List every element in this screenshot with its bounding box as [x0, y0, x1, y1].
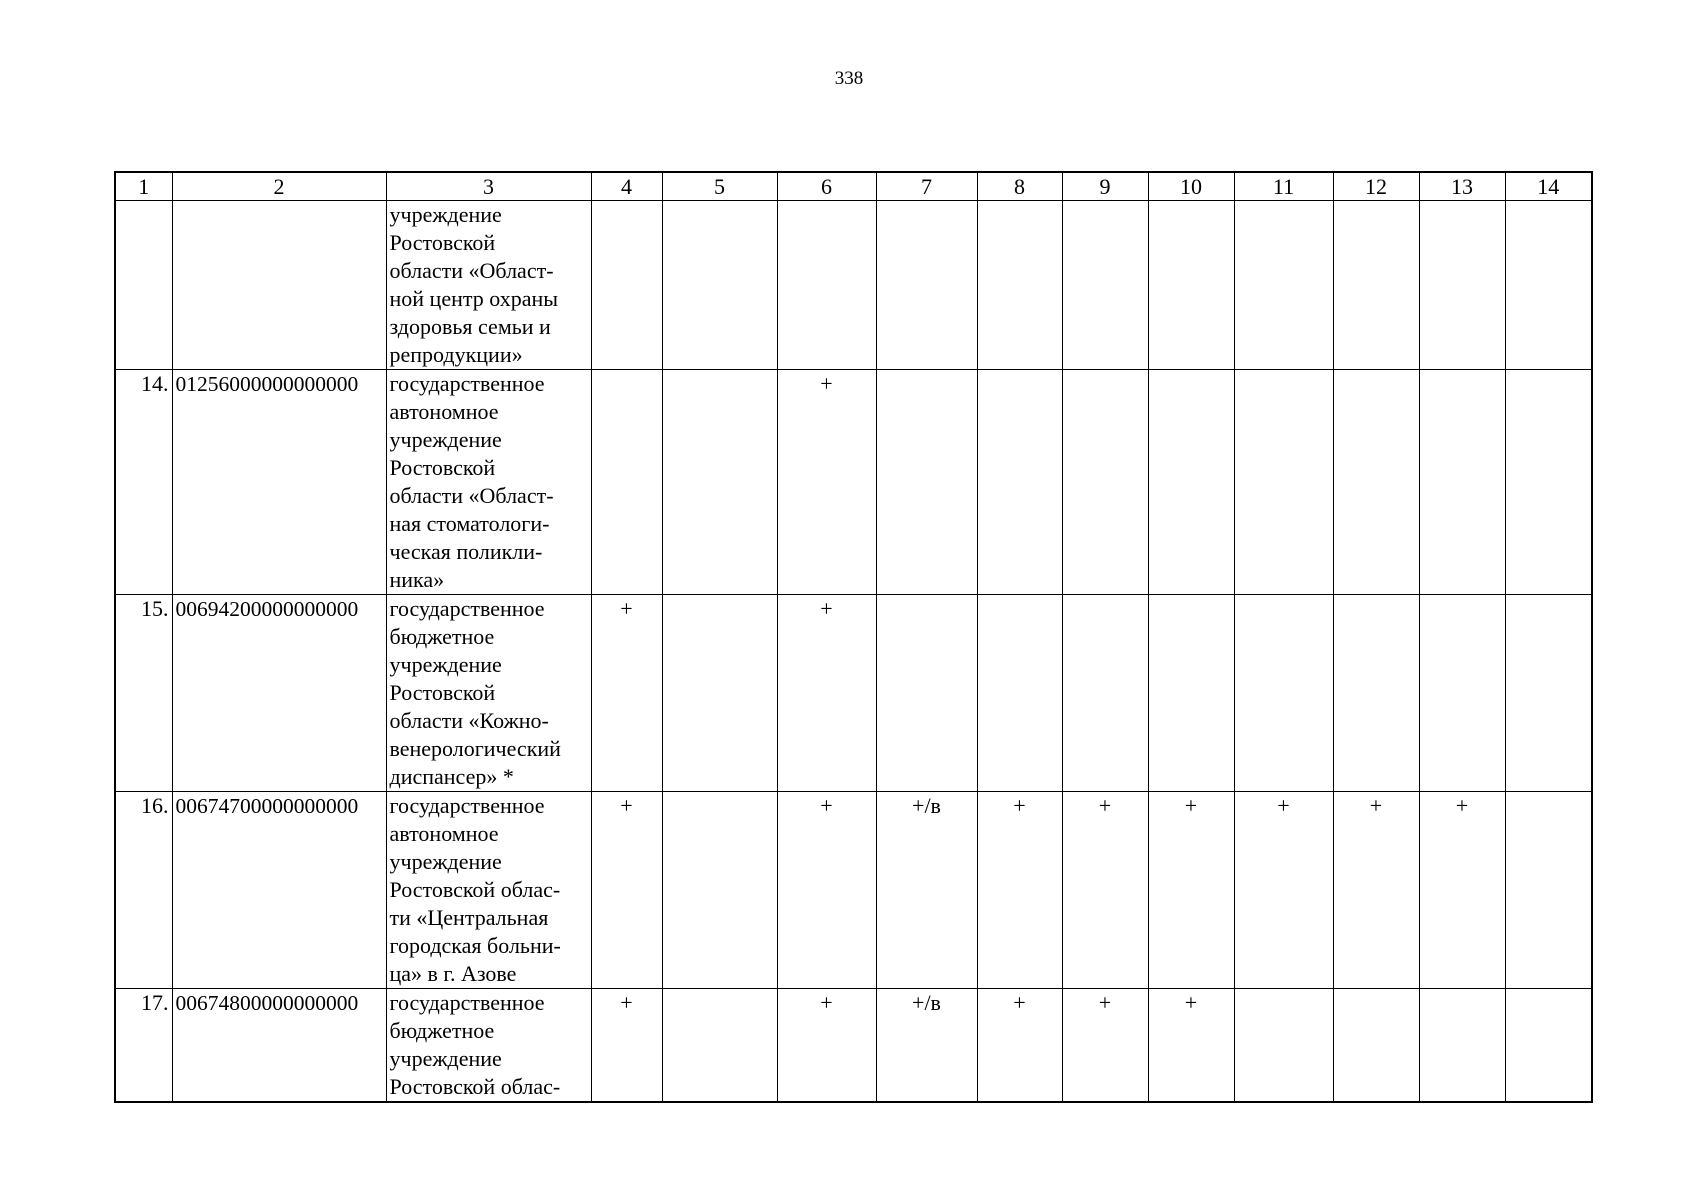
- institution-name-line: государственное: [389, 793, 545, 818]
- mark-cell-col-7: [876, 595, 977, 792]
- mark-cell-col-14: [1505, 792, 1592, 989]
- row-number: 15.: [115, 595, 172, 792]
- institution-name-line: диспансер» *: [389, 764, 514, 789]
- table-row: [115, 201, 1592, 370]
- institution-name-line: автономное: [389, 821, 499, 846]
- column-number: 3: [386, 172, 591, 201]
- mark-cell-col-13: [1419, 370, 1505, 595]
- institution-name-line: учреждение: [389, 849, 502, 874]
- institution-name-line: учреждение: [389, 652, 502, 677]
- institution-name-line: учреждение: [389, 427, 502, 452]
- table-row: [115, 595, 1592, 792]
- institution-name-line: области «Кожно-: [389, 708, 549, 733]
- mark-cell-col-7: [876, 201, 977, 370]
- registry-code: 01256000000000000: [172, 370, 386, 595]
- mark-cell-col-9: [1062, 370, 1148, 595]
- mark-cell-col-11: +: [1234, 792, 1333, 989]
- mark-cell-col-11: [1234, 201, 1333, 370]
- column-number: 12: [1333, 172, 1419, 201]
- mark-cell-col-8: [977, 370, 1062, 595]
- mark-cell-col-7: +/в: [876, 792, 977, 989]
- institution-name-line: здоровья семьи и: [389, 314, 551, 339]
- institution-name-line: государственное: [389, 990, 545, 1015]
- mark-cell-col-6: +: [777, 792, 876, 989]
- mark-cell-col-9: [1062, 201, 1148, 370]
- institution-name-line: Ростовской облас-: [389, 1074, 561, 1099]
- mark-cell-col-13: +: [1419, 792, 1505, 989]
- mark-cell-col-13: [1419, 595, 1505, 792]
- mark-cell-col-6: +: [777, 989, 876, 1103]
- mark-cell-col-12: [1333, 201, 1419, 370]
- mark-cell-col-12: [1333, 595, 1419, 792]
- column-number: 8: [977, 172, 1062, 201]
- mark-cell-col-14: [1505, 201, 1592, 370]
- mark-cell-col-12: [1333, 370, 1419, 595]
- mark-cell-col-5: [662, 201, 777, 370]
- row-number: 16.: [115, 792, 172, 989]
- institution-name-line: государственное: [389, 371, 545, 396]
- mark-cell-col-10: [1148, 201, 1234, 370]
- mark-cell-col-8: [977, 201, 1062, 370]
- mark-cell-col-11: [1234, 989, 1333, 1103]
- mark-cell-col-14: [1505, 370, 1592, 595]
- institution-name-line: учреждение: [389, 1046, 502, 1071]
- mark-cell-col-5: [662, 989, 777, 1103]
- mark-cell-col-4: +: [591, 595, 662, 792]
- mark-cell-col-13: [1419, 201, 1505, 370]
- mark-cell-col-6: +: [777, 370, 876, 595]
- table-body: [115, 201, 1592, 1103]
- row-number: [115, 201, 172, 370]
- column-number: 1: [115, 172, 172, 201]
- mark-cell-col-10: [1148, 595, 1234, 792]
- mark-cell-col-12: [1333, 989, 1419, 1103]
- mark-cell-col-14: [1505, 595, 1592, 792]
- institution-name-line: репродукции»: [389, 342, 523, 367]
- institution-name-line: ца» в г. Азове: [389, 961, 517, 986]
- mark-cell-col-10: +: [1148, 792, 1234, 989]
- mark-cell-col-13: [1419, 989, 1505, 1103]
- column-number: 6: [777, 172, 876, 201]
- mark-cell-col-12: +: [1333, 792, 1419, 989]
- column-number: 11: [1234, 172, 1333, 201]
- institution-name-line: области «Област-: [389, 258, 554, 283]
- mark-cell-col-5: [662, 370, 777, 595]
- table-row: [115, 989, 1592, 1103]
- mark-cell-col-9: +: [1062, 792, 1148, 989]
- column-number: 14: [1505, 172, 1592, 201]
- mark-cell-col-5: [662, 792, 777, 989]
- page-number: 338: [834, 68, 864, 89]
- institution-name-line: Ростовской: [389, 455, 496, 480]
- institution-name-line: бюджетное: [389, 624, 495, 649]
- column-number: 10: [1148, 172, 1234, 201]
- row-number: 17.: [115, 989, 172, 1103]
- institution-name-line: автономное: [389, 399, 499, 424]
- institution-name-line: ческая поликли-: [389, 539, 543, 564]
- mark-cell-col-8: +: [977, 792, 1062, 989]
- institution-name-line: ная стоматологи-: [389, 511, 550, 536]
- mark-cell-col-7: +/в: [876, 989, 977, 1103]
- institution-name: [386, 792, 591, 989]
- institution-name-line: ника»: [389, 567, 445, 592]
- mark-cell-col-8: [977, 595, 1062, 792]
- registry-code: 00694200000000000: [172, 595, 386, 792]
- column-number: 5: [662, 172, 777, 201]
- institution-name: [386, 595, 591, 792]
- institution-name-line: городская больни-: [389, 933, 561, 958]
- mark-cell-col-5: [662, 595, 777, 792]
- institution-name-line: Ростовской облас-: [389, 877, 561, 902]
- column-number: 7: [876, 172, 977, 201]
- institution-name-line: Ростовской: [389, 680, 496, 705]
- mark-cell-col-4: [591, 201, 662, 370]
- mark-cell-col-8: +: [977, 989, 1062, 1103]
- institution-name-line: учреждение: [389, 202, 502, 227]
- institution-name-line: государственное: [389, 596, 545, 621]
- institution-name-line: венерологический: [389, 736, 561, 761]
- institution-name: [386, 989, 591, 1103]
- institution-name-line: бюджетное: [389, 1018, 495, 1043]
- table-row: [115, 792, 1592, 989]
- institution-name-line: Ростовской: [389, 230, 496, 255]
- registry-table: [114, 171, 1593, 1103]
- institution-name-line: ной центр охраны: [389, 286, 559, 311]
- mark-cell-col-7: [876, 370, 977, 595]
- institution-name-line: ти «Центральная: [389, 905, 549, 930]
- column-number: 2: [172, 172, 386, 201]
- institution-name: [386, 370, 591, 595]
- mark-cell-col-9: +: [1062, 989, 1148, 1103]
- mark-cell-col-6: +: [777, 595, 876, 792]
- row-number: 14.: [115, 370, 172, 595]
- column-number: 13: [1419, 172, 1505, 201]
- institution-name: [386, 201, 591, 370]
- registry-code: 00674800000000000: [172, 989, 386, 1103]
- mark-cell-col-4: [591, 370, 662, 595]
- mark-cell-col-4: +: [591, 792, 662, 989]
- column-number: 9: [1062, 172, 1148, 201]
- column-number: 4: [591, 172, 662, 201]
- mark-cell-col-11: [1234, 370, 1333, 595]
- registry-code: [172, 201, 386, 370]
- institution-name-line: области «Област-: [389, 483, 554, 508]
- mark-cell-col-10: [1148, 370, 1234, 595]
- registry-code: 00674700000000000: [172, 792, 386, 989]
- mark-cell-col-9: [1062, 595, 1148, 792]
- mark-cell-col-4: +: [591, 989, 662, 1103]
- mark-cell-col-11: [1234, 595, 1333, 792]
- table-row: [115, 370, 1592, 595]
- mark-cell-col-10: +: [1148, 989, 1234, 1103]
- mark-cell-col-6: [777, 201, 876, 370]
- column-number-row: [115, 172, 1592, 201]
- mark-cell-col-14: [1505, 989, 1592, 1103]
